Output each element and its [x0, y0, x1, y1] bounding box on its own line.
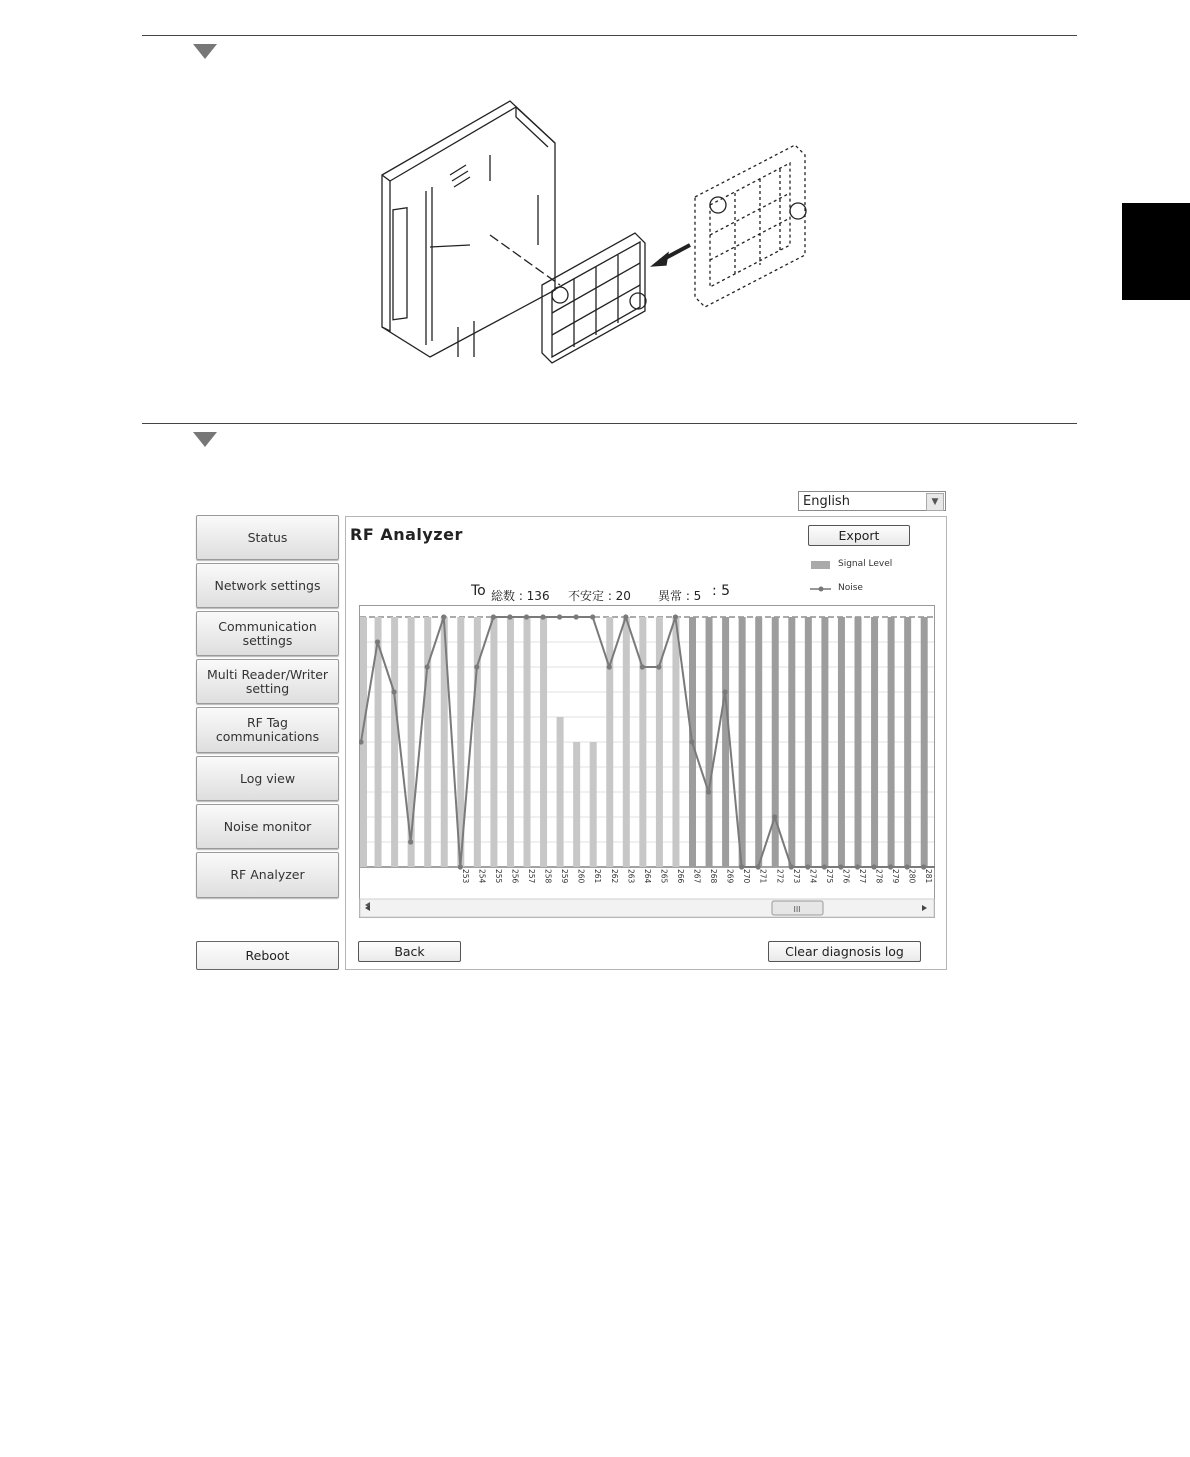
x-tick-label: 272 — [775, 869, 785, 884]
stats-prefix: To — [471, 583, 486, 599]
clear-diagnosis-log-label: Clear diagnosis log — [785, 944, 904, 959]
step-triangle-icon — [193, 44, 217, 59]
signal-bar — [391, 617, 398, 867]
x-tick-label: 277 — [858, 869, 867, 884]
signal-bar — [490, 617, 497, 867]
signal-bar — [888, 617, 895, 867]
sidebar-item-rf-analyzer[interactable] — [196, 852, 339, 898]
noise-point — [392, 689, 397, 694]
device-illustration — [370, 95, 810, 370]
sidebar-item-label: Multi Reader/Writer setting — [206, 666, 329, 696]
signal-bar — [424, 617, 431, 867]
signal-bar — [772, 617, 779, 867]
x-tick-label: 258 — [543, 869, 553, 884]
scrollbar-grip: III — [793, 905, 801, 914]
stats-total: 総数 : 136 — [491, 589, 550, 603]
signal-bar — [507, 617, 514, 867]
x-tick-label: 260 — [576, 869, 586, 884]
x-tick-label: 278 — [874, 869, 884, 884]
chapter-tab — [1122, 203, 1190, 300]
x-tick-label: 275 — [824, 869, 834, 884]
middle-rule — [142, 423, 1077, 424]
noise-point — [540, 614, 545, 619]
reboot-label: Reboot — [245, 948, 290, 963]
signal-bar — [606, 617, 613, 867]
signal-bar — [871, 617, 878, 867]
sidebar-item-label: Communication settings — [218, 618, 317, 648]
noise-point — [673, 614, 678, 619]
noise-legend-label: Noise — [838, 583, 863, 593]
x-tick-label: 267 — [692, 869, 702, 884]
x-tick-label: 270 — [742, 869, 752, 884]
signal-bar — [590, 742, 597, 867]
x-tick-label: 279 — [891, 869, 901, 884]
noise-point — [706, 789, 711, 794]
x-tick-label: 264 — [642, 869, 652, 884]
step-triangle-icon — [193, 432, 217, 447]
back-button[interactable] — [358, 941, 461, 962]
signal-bar — [855, 617, 862, 867]
signal-bar — [921, 617, 928, 867]
x-tick-label: 259 — [560, 869, 570, 884]
x-tick-label: 255 — [493, 869, 503, 884]
sidebar-item-label: Log view — [239, 770, 296, 786]
signal-bar — [474, 617, 481, 867]
signal-bar — [672, 617, 679, 867]
sidebar-item-noise-monitor[interactable] — [196, 804, 339, 849]
sidebar-item-communication-settings[interactable] — [196, 611, 339, 656]
top-rule — [142, 35, 1077, 36]
noise-point — [425, 664, 430, 669]
noise-point — [524, 614, 529, 619]
noise-point — [507, 614, 512, 619]
page-title: RF Analyzer — [350, 525, 463, 544]
noise-legend-icon — [809, 585, 833, 593]
signal-bar — [557, 717, 564, 867]
horizontal-scrollbar[interactable] — [360, 899, 934, 917]
sidebar-item-log-view[interactable] — [196, 756, 339, 801]
noise-point — [557, 614, 562, 619]
sidebar-item-label: Status — [247, 529, 288, 545]
noise-point — [574, 614, 579, 619]
noise-point — [590, 614, 595, 619]
signal-level-legend-label: Signal Level — [838, 559, 893, 569]
noise-point — [408, 839, 413, 844]
x-tick-label: 253 — [460, 869, 470, 884]
language-select[interactable] — [798, 491, 946, 511]
signal-bar — [739, 617, 746, 867]
back-label: Back — [394, 944, 425, 959]
signal-level-legend-swatch — [811, 561, 830, 569]
x-tick-label: 256 — [510, 869, 520, 884]
rf-analyzer-chart — [359, 605, 935, 919]
x-tick-label: 268 — [709, 869, 719, 884]
x-tick-label: 261 — [593, 869, 603, 884]
x-tick-label: 269 — [725, 869, 735, 884]
sidebar-item-label: Network settings — [214, 577, 321, 593]
noise-point — [689, 739, 694, 744]
signal-bar — [540, 617, 547, 867]
export-button[interactable] — [808, 525, 910, 546]
signal-bar — [755, 617, 762, 867]
noise-point — [491, 614, 496, 619]
x-tick-label: 262 — [609, 869, 619, 884]
noise-point — [623, 614, 628, 619]
x-tick-label: 276 — [841, 869, 851, 884]
chevron-down-icon[interactable]: ▼ — [926, 493, 944, 511]
signal-bar — [838, 617, 845, 867]
x-tick-label: 263 — [626, 869, 636, 884]
stats-abnormal: 異常 : 5 — [658, 589, 702, 603]
signal-bar — [722, 617, 729, 867]
signal-bar — [904, 617, 911, 867]
x-tick-label: 254 — [477, 869, 487, 884]
x-tick-label: 257 — [527, 869, 536, 884]
sidebar-item-network-settings[interactable] — [196, 563, 339, 608]
sidebar-item-multi-reader-writer[interactable] — [196, 659, 339, 704]
sidebar-item-label: RF Analyzer — [230, 867, 305, 882]
reboot-button[interactable] — [196, 941, 339, 970]
noise-point — [607, 664, 612, 669]
noise-point — [723, 689, 728, 694]
export-label: Export — [838, 528, 880, 543]
x-tick-label: 273 — [791, 869, 801, 884]
x-tick-label: 274 — [808, 869, 818, 884]
x-tick-label: 265 — [659, 869, 669, 884]
signal-bar — [706, 617, 713, 867]
signal-bar — [805, 617, 812, 867]
stats-unstable: 不安定 : 20 — [568, 589, 631, 603]
x-tick-label: 281 — [924, 869, 934, 884]
sidebar-item-label: RF Tag communications — [215, 715, 320, 744]
sidebar-item-label: Noise monitor — [223, 818, 312, 834]
x-tick-label: 266 — [675, 869, 685, 884]
signal-bar — [639, 617, 646, 867]
signal-bar — [524, 617, 531, 867]
signal-bar — [656, 617, 663, 867]
noise-point — [656, 664, 661, 669]
language-select-value: English — [803, 494, 850, 509]
signal-bar — [821, 617, 828, 867]
noise-point — [441, 614, 446, 619]
noise-point — [474, 664, 479, 669]
clear-diagnosis-log-button[interactable] — [768, 941, 921, 962]
noise-point — [772, 814, 777, 819]
noise-point — [640, 664, 645, 669]
signal-bar — [788, 617, 795, 867]
noise-point — [375, 639, 380, 644]
stats-overlap: : 5 — [712, 583, 731, 599]
signal-bar — [623, 617, 630, 867]
x-tick-label: 280 — [907, 869, 917, 884]
sidebar-item-status[interactable] — [196, 515, 339, 560]
signal-bar — [573, 742, 580, 867]
sidebar-item-rf-tag-communications[interactable] — [196, 707, 339, 753]
x-tick-label: 271 — [758, 869, 768, 884]
